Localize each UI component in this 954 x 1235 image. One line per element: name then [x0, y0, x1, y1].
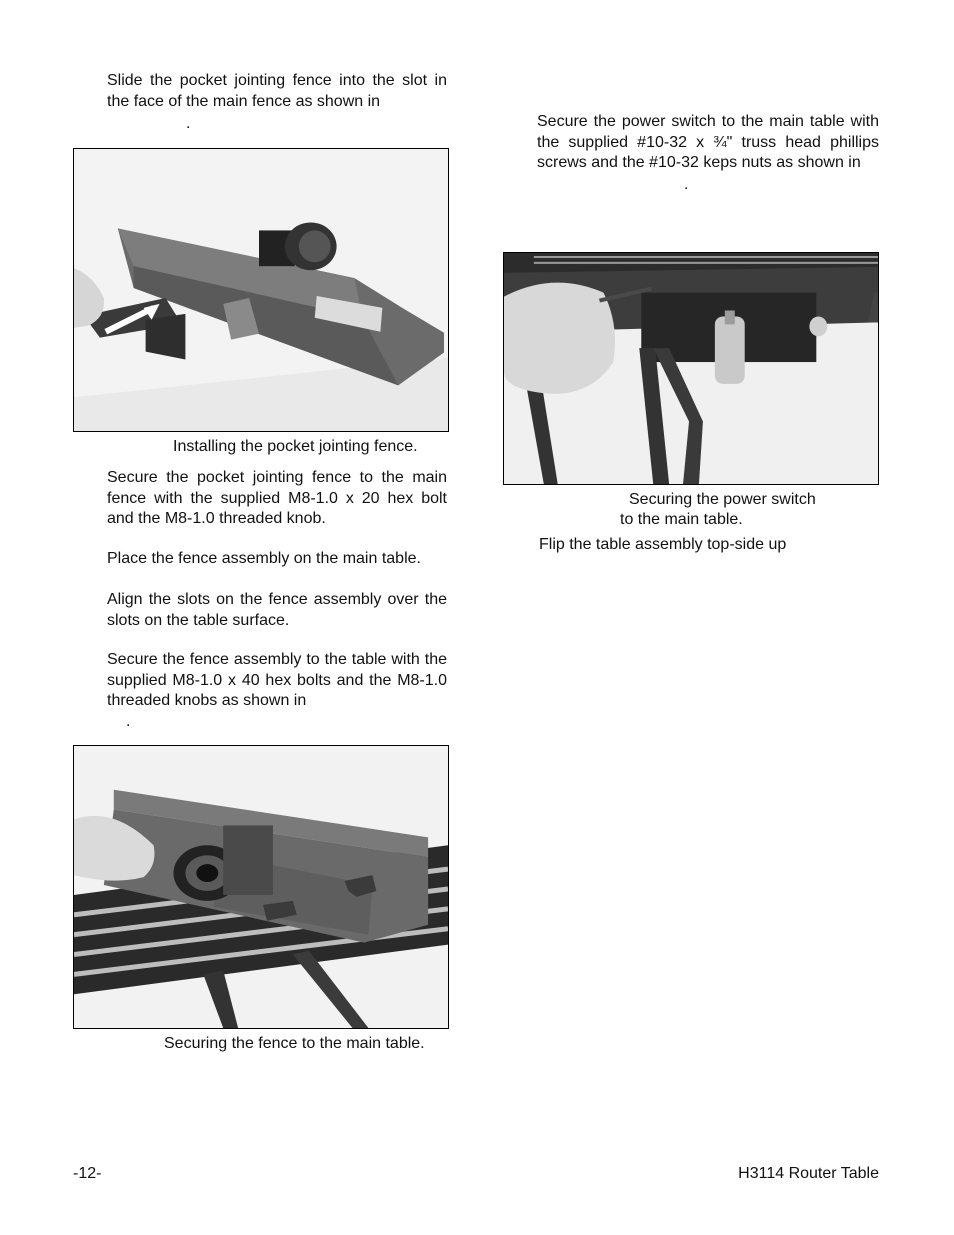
- document-title: H3114 Router Table: [738, 1165, 879, 1182]
- step-slide-fence-period: .: [186, 115, 191, 132]
- figure3-caption-line1: Securing the power switch: [629, 491, 816, 508]
- figure2-caption: Securing the fence to the main table.: [164, 1035, 425, 1052]
- figure-fence-on-table-photo: [73, 745, 449, 1029]
- step-flip-table: Flip the table assembly top-side up: [539, 536, 787, 553]
- figure1-caption: Installing the pocket jointing fence.: [173, 438, 418, 455]
- step-secure-fence-assembly: Secure the fence assembly to the table with the supplied M8-1.0 x 40 hex bolts and the M8-1.0 threaded knobs as shown in: [107, 651, 447, 709]
- step-place-fence-assembly: Place the fence assembly on the main table.: [107, 550, 421, 567]
- step-secure-power-switch: Secure the power switch to the main table with the supplied #10-32 x ¾" truss head phillips screws and the #10-32 keps nuts as shown in: [537, 113, 879, 171]
- step-secure-pocket-fence: Secure the pocket jointing fence to the main fence with the supplied M8-1.0 x 20 hex bolt and the M8-1.0 threaded knob.: [107, 469, 447, 527]
- step-slide-fence: Slide the pocket jointing fence into the slot in the face of the main fence as shown in: [107, 72, 447, 110]
- page-number: -12-: [73, 1165, 102, 1182]
- figure-power-switch-photo: [503, 252, 879, 485]
- step-align-slots: Align the slots on the fence assembly over the slots on the table surface.: [107, 591, 447, 629]
- figure3-caption-line2: to the main table.: [620, 511, 743, 528]
- step-secure-fence-period: .: [126, 713, 131, 730]
- step-power-switch-period: .: [684, 176, 689, 193]
- figure-pocket-jointing-fence-photo: [73, 148, 449, 432]
